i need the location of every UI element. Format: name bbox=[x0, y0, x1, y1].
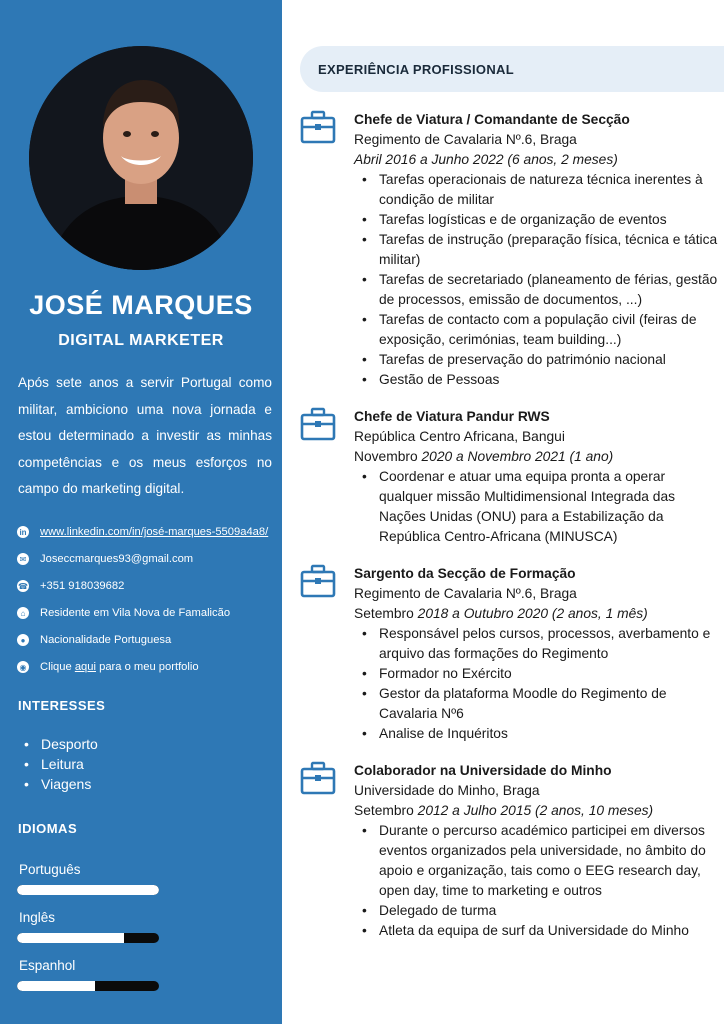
job-body bbox=[354, 407, 720, 547]
language-level-fill bbox=[17, 933, 124, 943]
list-item: • Tarefas operacionais de natureza técnica inerentes à condição de militar bbox=[362, 170, 720, 210]
contact-phone bbox=[17, 576, 275, 597]
list-item: • Gestão de Pessoas bbox=[362, 370, 720, 390]
job-tasks bbox=[362, 467, 720, 547]
user-icon: ● bbox=[17, 634, 29, 646]
job-place: República Centro Africana, Bangui bbox=[354, 429, 565, 444]
job-date-prefix: Setembro bbox=[354, 606, 418, 621]
profile-summary: Após sete anos a servir Portugal como militar, ambiciono uma nova jornada e estou determinado a investir as minhas competências e os meus esforços no campo do marketing digital. bbox=[18, 375, 272, 497]
language-level-fill bbox=[17, 885, 159, 895]
language-name: Espanhol bbox=[19, 958, 76, 973]
job-place: Universidade do Minho, Braga bbox=[354, 783, 540, 798]
home-icon: ⌂ bbox=[17, 607, 29, 619]
job-date bbox=[354, 150, 720, 170]
linkedin-link[interactable]: www.linkedin.com/in/josé-marques-5509a4a8/ bbox=[40, 526, 269, 538]
list-item: • Viagens bbox=[24, 774, 98, 794]
contact-portfolio bbox=[17, 657, 275, 678]
list-item: • Responsável pelos cursos, processos, averbamento e arquivo das formações do Regimento bbox=[362, 624, 720, 664]
list-item: • Atleta da equipa de surf da Universidade do Minho bbox=[362, 921, 720, 941]
list-item: • Delegado de turma bbox=[362, 901, 720, 921]
list-item: • Leitura bbox=[24, 754, 98, 774]
contact-nationality bbox=[17, 630, 275, 651]
eye-icon: ◉ bbox=[17, 661, 29, 673]
job-place: Regimento de Cavalaria Nº.6, Braga bbox=[354, 132, 577, 147]
list-item: • Tarefas de contacto com a população civil (feiras de exposição, cerimónias, team building...) bbox=[362, 310, 720, 350]
list-item: • Tarefas de preservação do património nacional bbox=[362, 350, 720, 370]
list-item: • Formador no Exército bbox=[362, 664, 720, 684]
language-level-fill bbox=[17, 981, 95, 991]
job-date-range: Abril 2016 a Junho 2022 (6 anos, 2 meses) bbox=[354, 152, 618, 167]
list-item: • Durante o percurso académico participei em diversos eventos organizados pela universidade, no âmbito do apoio e organização, tais como o EEG research day, open day, time to marketing e outros bbox=[362, 821, 720, 901]
job-body bbox=[354, 564, 720, 744]
phone-text: +351 918039682 bbox=[40, 580, 125, 592]
contact-list bbox=[17, 522, 275, 684]
job-title: Colaborador na Universidade do Minho bbox=[354, 763, 612, 778]
briefcase-icon bbox=[300, 407, 336, 441]
list-item: • Tarefas de instrução (preparação física, técnica e tática militar) bbox=[362, 230, 720, 270]
portfolio-pre: Clique bbox=[40, 661, 75, 673]
email-text: Joseccmarques93@gmail.com bbox=[40, 553, 194, 565]
job-date bbox=[354, 604, 720, 624]
job-date bbox=[354, 801, 720, 821]
list-item: • Coordenar e atuar uma equipa pronta a operar qualquer missão Multidimensional Integrada das Nações Unidas (ONU) para a Estabilização da República Centro-Africana (MINUSCA) bbox=[362, 467, 720, 547]
job-title: Chefe de Viatura / Comandante de Secção bbox=[354, 112, 630, 127]
list-item: • Gestor da plataforma Moodle do Regimento de Cavalaria Nº6 bbox=[362, 684, 720, 724]
list-item: • Desporto bbox=[24, 734, 98, 754]
portfolio-post: para o meu portfolio bbox=[95, 661, 199, 673]
profile-role: DIGITAL MARKETER bbox=[58, 332, 224, 349]
job-date-range: 2018 a Outubro 2020 (2 anos, 1 mês) bbox=[417, 606, 648, 621]
languages-title: IDIOMAS bbox=[18, 821, 78, 836]
language-name: Inglês bbox=[19, 910, 56, 925]
phone-icon: ☎ bbox=[18, 581, 28, 591]
job-tasks bbox=[362, 624, 720, 744]
job-date-prefix: Setembro bbox=[354, 803, 418, 818]
list-item: • Analise de Inquéritos bbox=[362, 724, 720, 744]
interests-list bbox=[24, 734, 98, 794]
job-date-prefix: Novembro bbox=[354, 449, 422, 464]
contact-email bbox=[17, 549, 275, 570]
job-title: Sargento da Secção de Formação bbox=[354, 566, 576, 581]
experience-title: EXPERIÊNCIA PROFISSIONAL bbox=[318, 62, 514, 77]
job-date-range: 2012 a Julho 2015 (2 anos, 10 meses) bbox=[417, 803, 654, 818]
nationality-text: Nacionalidade Portuguesa bbox=[40, 634, 172, 646]
language-level-bar bbox=[17, 885, 159, 895]
job-place: Regimento de Cavalaria Nº.6, Braga bbox=[354, 586, 577, 601]
residence-text: Residente em Vila Nova de Famalicão bbox=[40, 607, 231, 619]
job-tasks bbox=[362, 170, 720, 390]
job-date-range: 2020 a Novembro 2021 (1 ano) bbox=[421, 449, 614, 464]
language-level-bar bbox=[17, 981, 159, 991]
briefcase-icon bbox=[300, 110, 336, 144]
portfolio-link[interactable]: aqui bbox=[74, 661, 96, 673]
profile-photo bbox=[29, 46, 253, 270]
contact-linkedin bbox=[17, 522, 275, 543]
job-body bbox=[354, 110, 720, 390]
briefcase-icon bbox=[300, 761, 336, 795]
interests-title: INTERESSES bbox=[18, 698, 106, 713]
mail-icon: ✉ bbox=[17, 553, 29, 565]
language-name: Português bbox=[19, 862, 81, 877]
job-body bbox=[354, 761, 720, 941]
contact-residence bbox=[17, 603, 275, 624]
briefcase-icon bbox=[300, 564, 336, 598]
job-date bbox=[354, 447, 720, 467]
list-item: • Tarefas de secretariado (planeamento de férias, gestão de processos, emissão de documentos, ...) bbox=[362, 270, 720, 310]
job-title: Chefe de Viatura Pandur RWS bbox=[354, 409, 550, 424]
list-item: • Tarefas logísticas e de organização de eventos bbox=[362, 210, 720, 230]
experience-header bbox=[300, 46, 724, 92]
language-level-bar bbox=[17, 933, 159, 943]
linkedin-icon: in bbox=[17, 526, 29, 538]
portfolio-text bbox=[40, 657, 199, 678]
job-tasks bbox=[362, 821, 720, 941]
sidebar bbox=[0, 0, 282, 1024]
profile-name: JOSÉ MARQUES bbox=[29, 290, 253, 320]
